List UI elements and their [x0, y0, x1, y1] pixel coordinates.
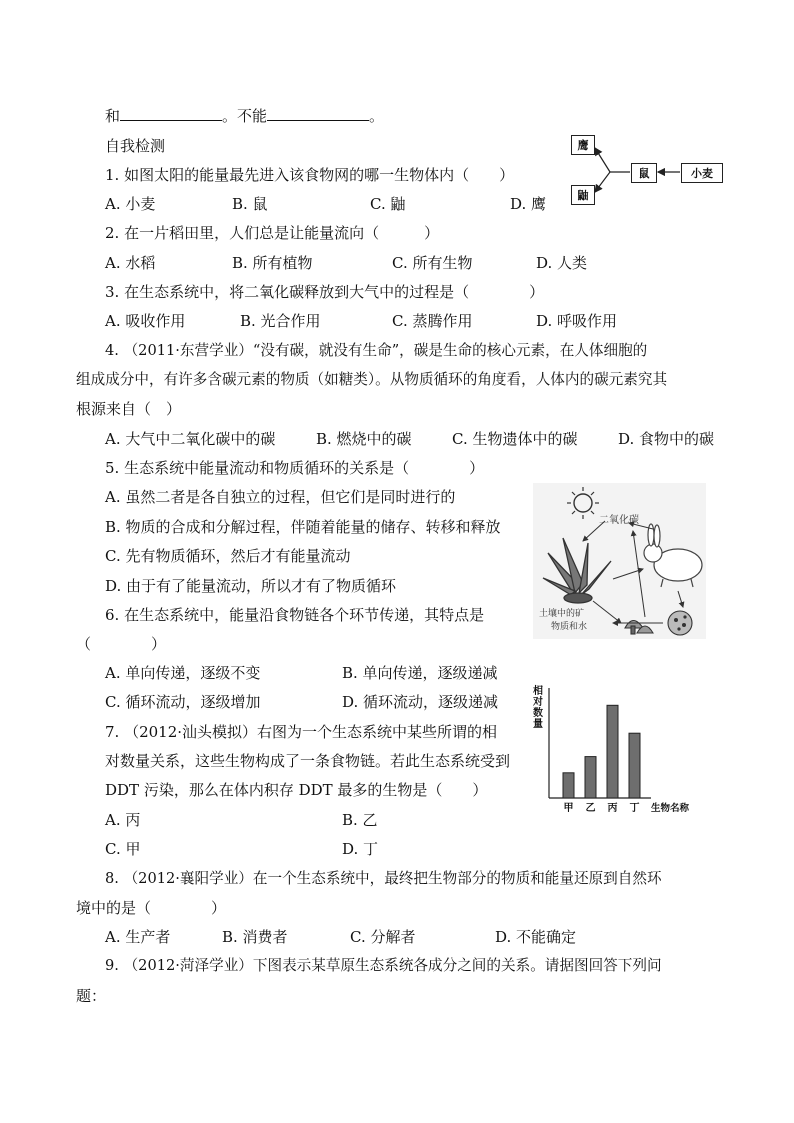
q1-option-d[interactable]: D. 鹰 — [510, 195, 547, 213]
food-web-node-mouse: 鼠 — [631, 163, 657, 183]
q5-option-d[interactable]: D. 由于有了能量流动，所以才有了物质循环 — [105, 577, 397, 595]
q1-option-b[interactable]: B. 鼠 — [232, 195, 268, 213]
q2-option-a[interactable]: A. 水稻 — [105, 254, 156, 272]
food-web-figure — [568, 130, 728, 210]
question-9-line-1: 9. （2012·菏泽学业）下图表示某草原生态系统各成分之间的关系。请据图回答下列问 — [105, 957, 662, 974]
soil-microbe-icon — [668, 611, 692, 635]
bar-2 — [607, 705, 618, 798]
question-1: 1. 如图太阳的能量最先进入该食物网的哪一生物体内（ ） — [105, 166, 515, 184]
co2-label: 二氧化碳 — [599, 515, 639, 526]
q4-option-a[interactable]: A. 大气中二氧化碳中的碳 — [105, 430, 276, 448]
q8-option-c[interactable]: C. 分解者 — [350, 928, 416, 946]
question-7-line-2: 对数量关系，这些生物构成了一条食物链。若此生态系统受到 — [105, 752, 511, 770]
question-8-line-1: 8. （2012·襄阳学业）在一个生态系统中，最终把生物部分的物质和能量还原到自然环 — [105, 870, 662, 887]
category-label-2: 丙 — [607, 803, 618, 814]
q5-option-b[interactable]: B. 物质的合成和分解过程，伴随着能量的储存、转移和释放 — [105, 518, 501, 536]
sun-icon — [567, 487, 599, 519]
question-7-line-1: 7. （2012·汕头模拟）右图为一个生态系统中某些所谓的相 — [105, 723, 498, 741]
question-9-line-2: 题： — [76, 987, 107, 1005]
q2-option-c[interactable]: C. 所有生物 — [392, 254, 473, 272]
question-3: 3. 在生态系统中，将二氧化碳释放到大气中的过程是（ ） — [105, 283, 545, 301]
x-axis-label: 生物名称 — [651, 803, 690, 814]
section-title: 自我检测 — [105, 137, 166, 155]
food-web-node-hawk: 鹰 — [571, 135, 595, 155]
question-7-line-3: DDT 污染，那么在体内积存 DDT 最多的生物是（ ） — [105, 781, 488, 799]
q3-option-b[interactable]: B. 光合作用 — [240, 312, 321, 330]
question-5: 5. 生态系统中能量流动和物质循环的关系是（ ） — [105, 459, 485, 477]
q8-option-a[interactable]: A. 生产者 — [105, 928, 171, 946]
q7-option-c[interactable]: C. 甲 — [105, 840, 141, 858]
question-6-line-1: 6. 在生态系统中，能量沿食物链各个环节传递，其特点是 — [105, 606, 485, 624]
rabbit-icon — [644, 524, 702, 587]
q3-option-d[interactable]: D. 呼吸作用 — [536, 312, 618, 330]
food-web-node-wheat: 小麦 — [681, 163, 723, 183]
fill-blank-line: 和 。不能 。 — [105, 107, 385, 125]
q6-option-c[interactable]: C. 循环流动，逐级增加 — [105, 693, 261, 711]
q6-option-b[interactable]: B. 单向传递，逐级递减 — [342, 664, 498, 682]
bar-chart-svg — [533, 684, 693, 816]
matter-cycle-illustration — [533, 483, 706, 639]
answer-blank-1[interactable] — [120, 106, 222, 121]
q3-option-a[interactable]: A. 吸收作用 — [105, 312, 186, 330]
q4-option-d[interactable]: D. 食物中的碳 — [618, 430, 715, 448]
bar-3 — [629, 733, 640, 798]
category-label-0: 甲 — [563, 803, 574, 814]
question-2: 2. 在一片稻田里，人们总是让能量流向（ ） — [105, 224, 440, 242]
q7-option-d[interactable]: D. 丁 — [342, 840, 379, 858]
y-axis-label: 相对数量 — [533, 686, 543, 730]
soil-label-1: 土壤中的矿 — [539, 609, 585, 619]
q6-option-a[interactable]: A. 单向传递，逐级不变 — [105, 664, 261, 682]
q3-option-c[interactable]: C. 蒸腾作用 — [392, 312, 473, 330]
bar-1 — [585, 757, 596, 798]
question-4-line-3: 根源来自（ ） — [76, 400, 182, 418]
q2-option-b[interactable]: B. 所有植物 — [232, 254, 313, 272]
q2-option-d[interactable]: D. 人类 — [536, 254, 588, 272]
q5-option-c[interactable]: C. 先有物质循环，然后才有能量流动 — [105, 547, 351, 565]
category-label-3: 丁 — [629, 803, 640, 814]
soil-label-2: 物质和水 — [551, 622, 588, 632]
question-6-line-2: （ ） — [76, 635, 167, 653]
bar-0 — [563, 773, 574, 798]
question-4-line-2: 组成成分中，有许多含碳元素的物质（如糖类）。从物质循环的角度看，人体内的碳元素究其 — [76, 371, 668, 388]
question-4-line-1: 4. （2011·东营学业）“没有碳，就没有生命”，碳是生命的核心元素，在人体细胞的 — [105, 342, 648, 359]
q6-option-d[interactable]: D. 循环流动，逐级递减 — [342, 693, 499, 711]
food-web-node-weasel: 鼬 — [571, 185, 595, 205]
q1-option-a[interactable]: A. 小麦 — [105, 195, 156, 213]
question-8-line-2: 境中的是（ ） — [76, 899, 227, 917]
q8-option-b[interactable]: B. 消费者 — [222, 928, 288, 946]
q4-option-c[interactable]: C. 生物遗体中的碳 — [452, 430, 578, 448]
q7-option-a[interactable]: A. 丙 — [105, 811, 141, 829]
q5-option-a[interactable]: A. 虽然二者是各自独立的过程，但它们是同时进行的 — [105, 488, 456, 506]
matter-cycle-figure — [533, 483, 706, 639]
q7-option-b[interactable]: B. 乙 — [342, 811, 378, 829]
plant-icon — [543, 538, 611, 603]
relative-quantity-chart — [533, 684, 693, 816]
q1-option-c[interactable]: C. 鼬 — [370, 195, 406, 213]
q8-option-d[interactable]: D. 不能确定 — [495, 928, 577, 946]
category-label-1: 乙 — [585, 803, 596, 814]
answer-blank-2[interactable] — [267, 106, 369, 121]
q4-option-b[interactable]: B. 燃烧中的碳 — [316, 430, 412, 448]
